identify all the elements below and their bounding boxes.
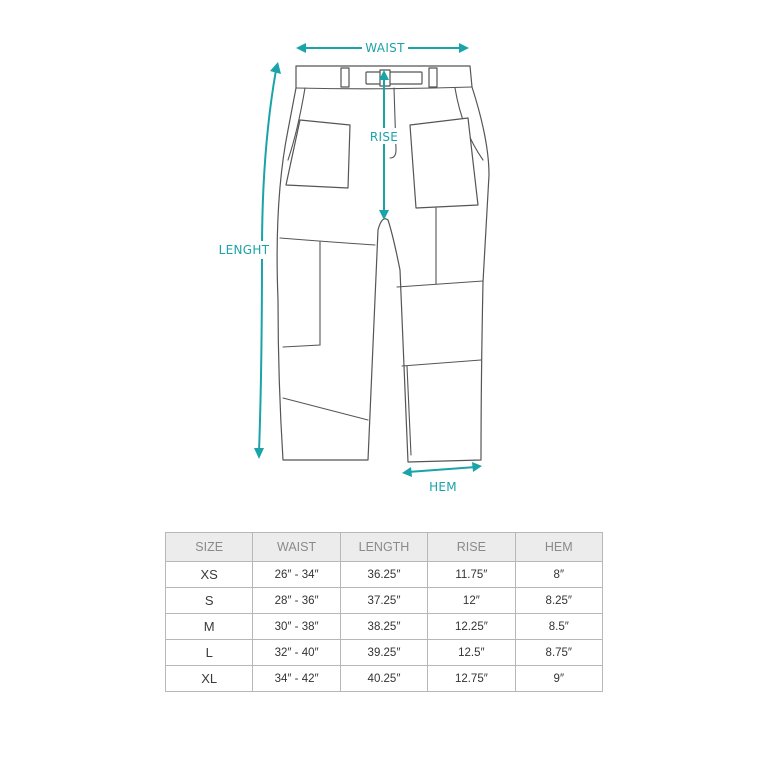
waist-cell: 30″ - 38″: [253, 614, 340, 640]
table-header-row: [166, 533, 603, 562]
hem-cell: 8.5″: [515, 614, 602, 640]
rise-label: RISE: [369, 130, 399, 144]
size-cell: XS: [166, 562, 253, 588]
length-cell: 40.25″: [340, 666, 427, 692]
measure-hem: [402, 462, 482, 494]
table-row: [166, 614, 603, 640]
size-cell: L: [166, 640, 253, 666]
header-size: SIZE: [166, 533, 253, 562]
header-rise: RISE: [428, 533, 515, 562]
table-row: [166, 562, 603, 588]
hem-cell: 8.75″: [515, 640, 602, 666]
size-cell: XL: [166, 666, 253, 692]
size-cell: S: [166, 588, 253, 614]
measure-length: [218, 62, 281, 459]
header-hem: HEM: [515, 533, 602, 562]
belt-loop-right: [429, 68, 437, 87]
waist-cell: 34″ - 42″: [253, 666, 340, 692]
size-cell: M: [166, 614, 253, 640]
pocket-right-patch: [410, 118, 478, 208]
belt-loop-left: [341, 68, 349, 87]
hem-label: HEM: [429, 480, 457, 494]
table-row: [166, 666, 603, 692]
rise-cell: 12.75″: [428, 666, 515, 692]
rise-cell: 12.25″: [428, 614, 515, 640]
rise-cell: 12.5″: [428, 640, 515, 666]
length-cell: 38.25″: [340, 614, 427, 640]
waist-cell: 26″ - 34″: [253, 562, 340, 588]
waist-cell: 28″ - 36″: [253, 588, 340, 614]
hem-cell: 8.25″: [515, 588, 602, 614]
length-cell: 37.25″: [340, 588, 427, 614]
header-length: LENGTH: [340, 533, 427, 562]
header-waist: WAIST: [253, 533, 340, 562]
rise-cell: 11.75″: [428, 562, 515, 588]
length-label: LENGHT: [218, 243, 270, 257]
measure-waist: [296, 39, 469, 57]
size-chart-table: [165, 532, 603, 692]
hem-cell: 9″: [515, 666, 602, 692]
length-cell: 39.25″: [340, 640, 427, 666]
rise-cell: 12″: [428, 588, 515, 614]
table-row: [166, 640, 603, 666]
table-row: [166, 588, 603, 614]
length-cell: 36.25″: [340, 562, 427, 588]
waist-cell: 32″ - 40″: [253, 640, 340, 666]
waist-label: WAIST: [365, 41, 405, 55]
hem-cell: 8″: [515, 562, 602, 588]
buckle-tab: [366, 72, 422, 84]
